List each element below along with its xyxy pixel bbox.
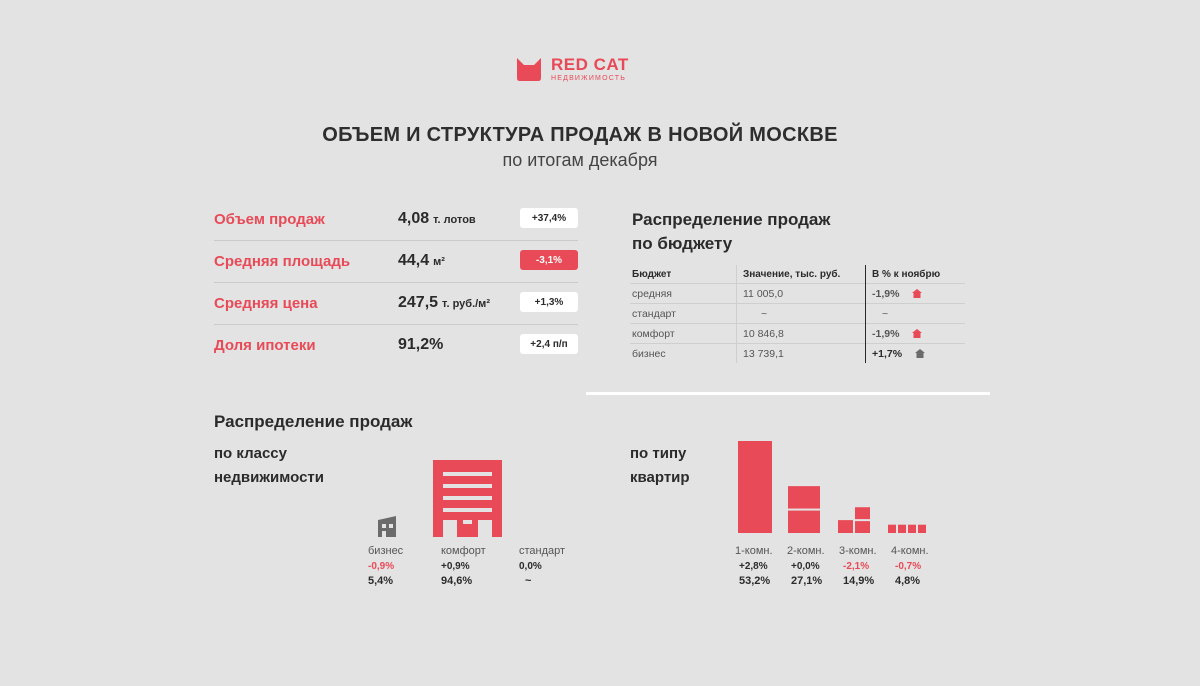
building-small-icon xyxy=(378,516,396,537)
metric-label: Средняя площадь xyxy=(214,252,351,270)
bar-3-room xyxy=(838,507,870,533)
bar-2-room xyxy=(788,486,820,533)
share-label: 5,4% xyxy=(368,575,394,587)
column-header: В % к ноябрю xyxy=(866,265,966,284)
class-item-standard xyxy=(519,544,599,589)
metric-value: 4,08 т. лотов xyxy=(398,210,476,227)
change-label: +0,9% xyxy=(441,561,470,572)
house-down-icon xyxy=(912,329,922,338)
type-chart-label: по типу квартир xyxy=(630,445,690,486)
table-row: стандарт ~ ~ xyxy=(630,304,965,324)
table-row: средняя 11 005,0 -1,9% xyxy=(630,284,965,304)
metric-label: Доля ипотеки xyxy=(214,336,316,354)
share-label: 27,1% xyxy=(791,575,823,587)
logo xyxy=(515,56,629,82)
category-label: 3-комн. xyxy=(839,545,877,557)
metric-row-mortgage xyxy=(214,324,578,366)
budget-title: Распределение продаж по бюджету xyxy=(632,210,831,253)
bar-4-room xyxy=(888,525,926,533)
category-label: 1-комн. xyxy=(735,545,773,557)
class-item-business xyxy=(368,544,448,589)
share-label: 14,9% xyxy=(843,575,875,587)
share-label: 94,6% xyxy=(441,575,473,587)
house-up-icon xyxy=(915,349,925,358)
table-row: бизнес 13 739,1 +1,7% xyxy=(630,344,965,364)
change-label: +0,0% xyxy=(791,561,820,572)
metric-label: Средняя цена xyxy=(214,294,318,312)
metric-change-badge: +2,4 п/п xyxy=(520,334,578,354)
metric-value: 44,4 м² xyxy=(398,252,445,269)
share-label: 4,8% xyxy=(895,575,921,587)
metric-value: 91,2% xyxy=(398,336,444,353)
metric-change-badge: +1,3% xyxy=(520,292,578,312)
metric-change-badge: -3,1% xyxy=(520,250,578,270)
page-subtitle: по итогам декабря xyxy=(502,150,658,170)
table-row: комфорт 10 846,8 -1,9% xyxy=(630,324,965,344)
table-header-row xyxy=(630,265,965,284)
budget-table xyxy=(630,265,965,363)
building-large-icon xyxy=(433,460,502,537)
class-item-comfort xyxy=(441,544,521,589)
class-chart-label: по классу недвижимости xyxy=(214,445,324,486)
category-label: 4-комн. xyxy=(891,545,929,557)
cat-logo-icon xyxy=(515,56,543,82)
section-divider xyxy=(586,392,990,395)
house-down-icon xyxy=(912,289,922,298)
apartment-type-chart xyxy=(730,430,950,540)
metric-change-badge: +37,4% xyxy=(520,208,578,228)
category-label: бизнес xyxy=(368,545,404,557)
metric-row-volume xyxy=(214,198,578,241)
change-label: -0,9% xyxy=(368,561,395,572)
metric-value: 247,5 т. руб./м² xyxy=(398,294,490,311)
type-item xyxy=(891,544,971,589)
change-label: -0,7% xyxy=(895,561,922,572)
column-header: Значение, тыс. руб. xyxy=(737,265,866,284)
distribution-title: Распределение продаж xyxy=(214,412,413,431)
logo-subtitle: НЕДВИЖИМОСТЬ xyxy=(551,75,627,82)
metric-row-area xyxy=(214,240,578,283)
column-header: Бюджет xyxy=(632,268,672,280)
share-label: 53,2% xyxy=(739,575,771,587)
category-label: стандарт xyxy=(519,545,566,557)
change-label: 0,0% xyxy=(519,561,542,572)
change-label: -2,1% xyxy=(843,561,870,572)
logo-name: RED CAT xyxy=(551,55,629,74)
bar-1-room xyxy=(738,441,772,533)
category-label: комфорт xyxy=(441,545,486,557)
metric-label: Объем продаж xyxy=(214,210,325,228)
category-label: 2-комн. xyxy=(787,545,825,557)
metric-row-price xyxy=(214,282,578,325)
page-title: ОБЪЕМ И СТРУКТУРА ПРОДАЖ В НОВОЙ МОСКВЕ xyxy=(322,124,838,146)
change-label: +2,8% xyxy=(739,561,768,572)
share-label: ~ xyxy=(525,575,532,587)
